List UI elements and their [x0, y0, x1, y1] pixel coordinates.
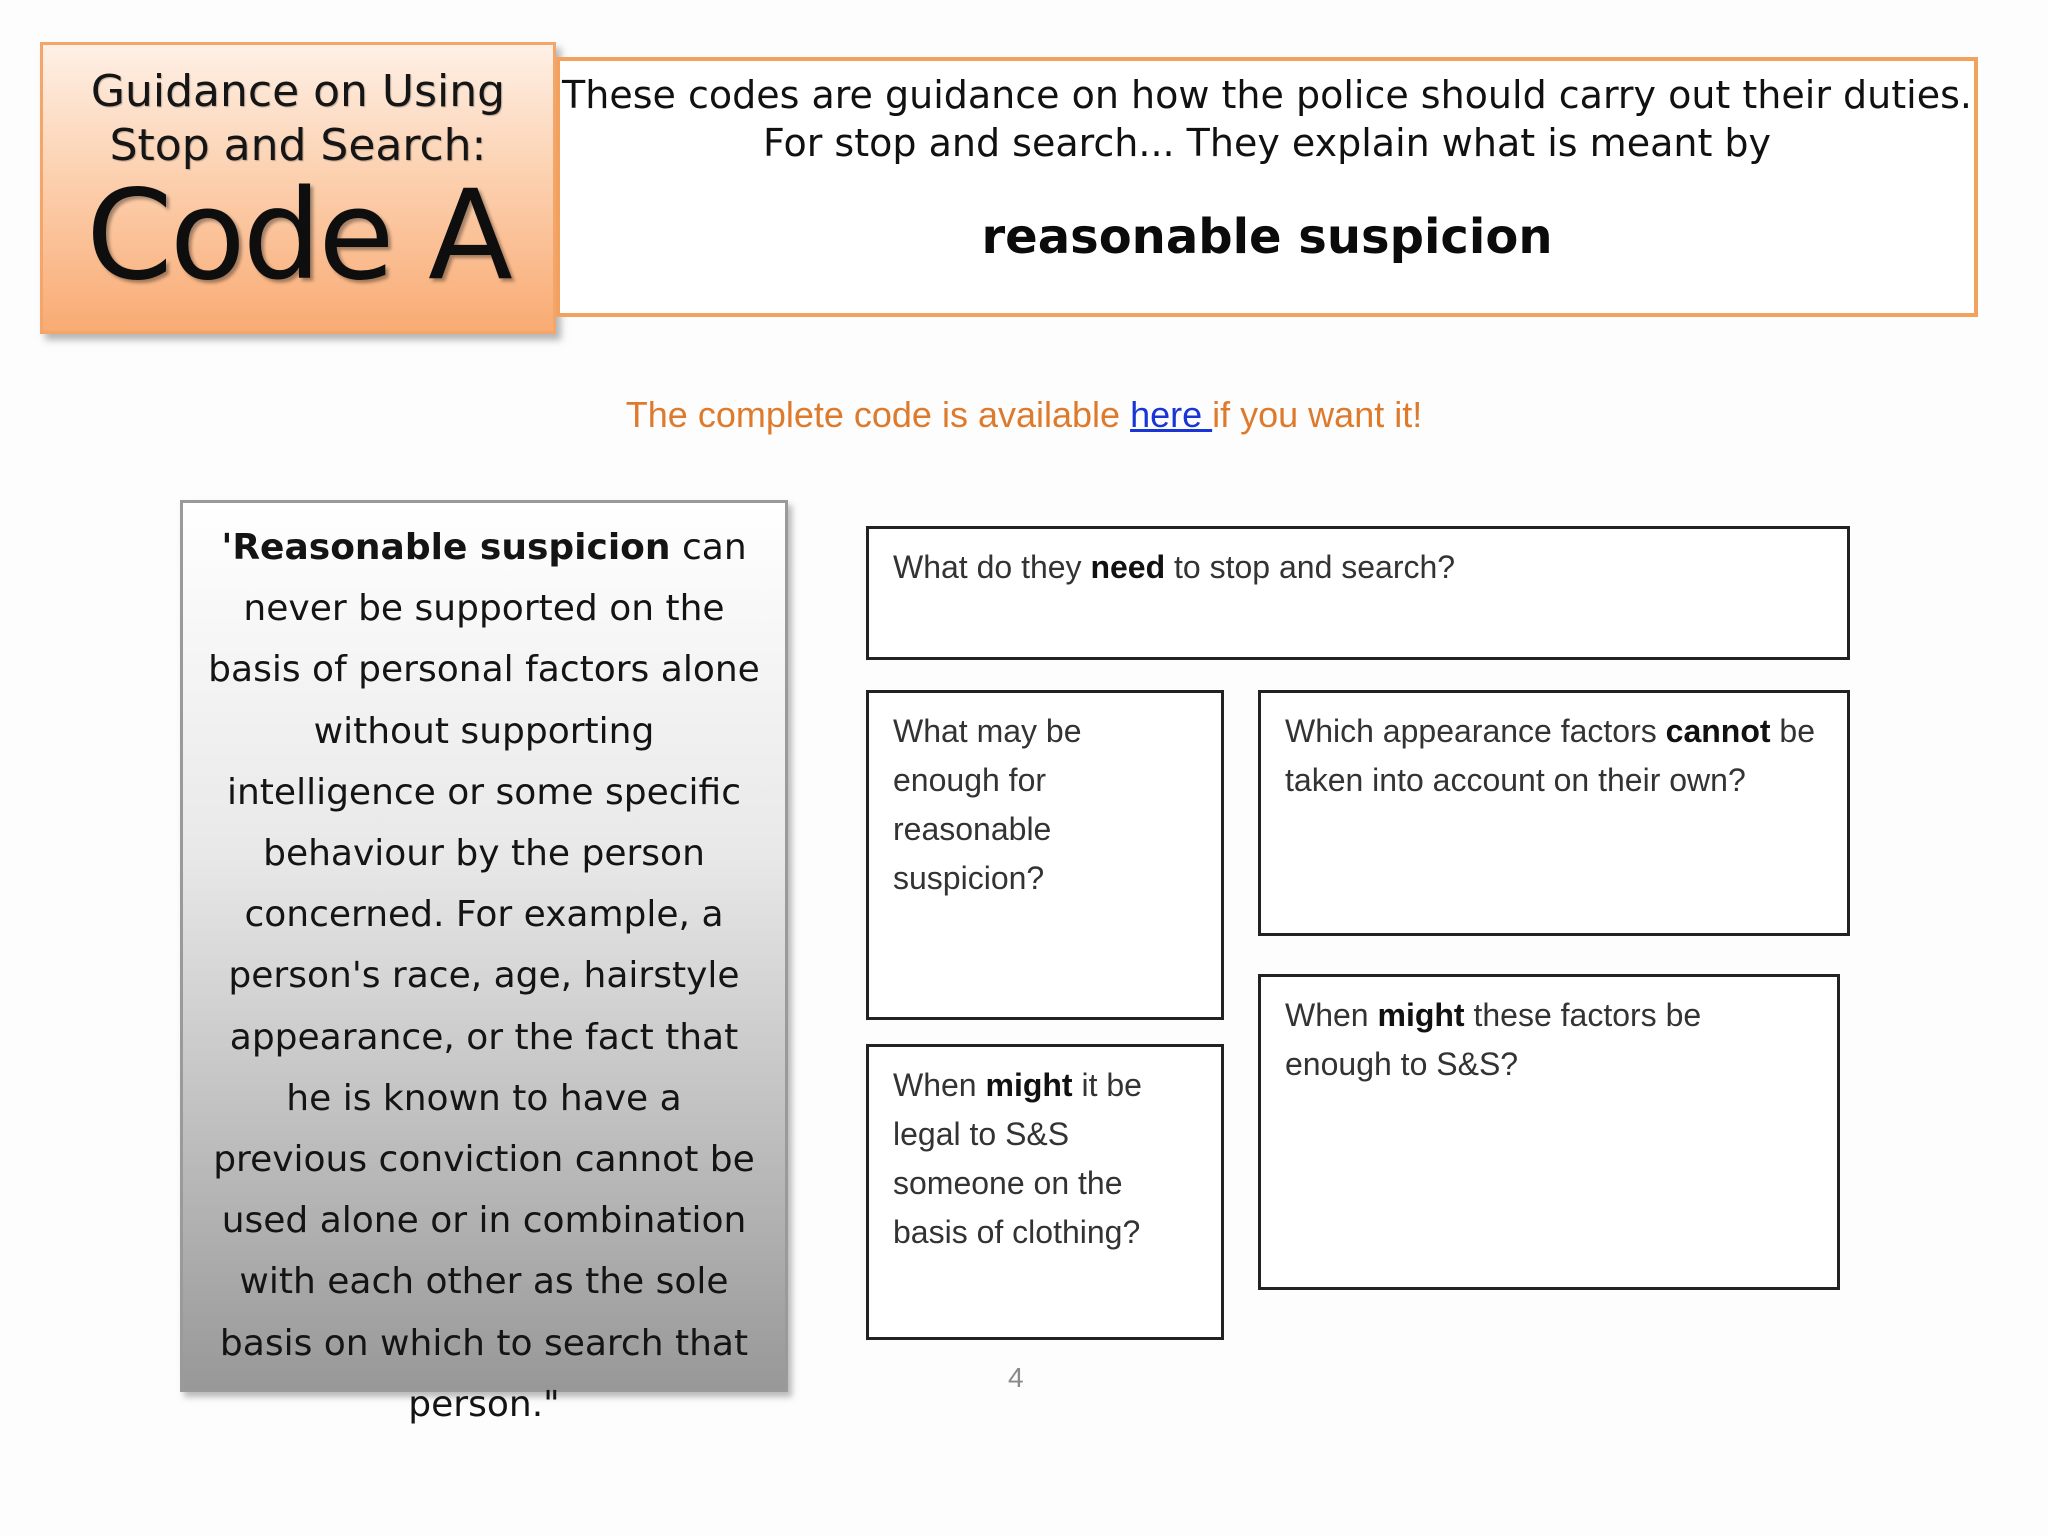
intro-line-2: For stop and search... They explain what is meant by — [762, 121, 1772, 165]
question-box-need[interactable] — [866, 526, 1850, 660]
question-factors-pre: When — [1285, 997, 1378, 1033]
title-line-2: Stop and Search: — [109, 120, 487, 171]
page-number: 4 — [1008, 1362, 1024, 1393]
intro-line-1: These codes are guidance on how the police should carry out their duties. — [562, 73, 1972, 117]
link-line-before: The complete code is available — [625, 394, 1131, 435]
here-link[interactable]: here — [1130, 394, 1213, 435]
intro-term: reasonable suspicion — [981, 209, 1553, 265]
quote-text — [207, 517, 761, 1435]
link-line-after: if you want it! — [1212, 394, 1423, 435]
quote-box — [180, 500, 788, 1425]
question-need-pre: What do they — [893, 549, 1091, 585]
question-appearance-bold: cannot — [1665, 713, 1771, 749]
question-need-bold: need — [1090, 549, 1166, 585]
question-box-factors[interactable] — [1258, 974, 1840, 1290]
question-appearance-pre: Which appearance factors — [1285, 713, 1666, 749]
question-clothing-post: it be legal to S&S someone on the basis of clothing? — [893, 1067, 1142, 1250]
question-box-enough[interactable] — [866, 690, 1224, 1020]
question-clothing-bold: might — [985, 1067, 1073, 1103]
quote-body: can never be supported on the basis of personal factors alone without supporting intelligence or some specific behaviour by the person concerned. For example, a person's race, age, hairstyle appearance, or the fact that he is known to have a previous conviction cannot be used alone or in combination with each other as the sole basis on which to search that person." — [208, 527, 760, 1425]
intro-text — [560, 71, 1974, 167]
question-box-clothing[interactable] — [866, 1044, 1224, 1340]
intro-box — [556, 57, 1978, 317]
question-need-post: to stop and search? — [1165, 549, 1456, 585]
title-line-1: Guidance on Using — [90, 66, 506, 117]
question-enough-text: What may be enough for reasonable suspicion? — [893, 713, 1082, 896]
code-link-line — [0, 394, 2048, 436]
question-factors-post: these factors be enough to S&S? — [1285, 997, 1702, 1082]
question-box-appearance[interactable] — [1258, 690, 1850, 936]
title-code-a: Code A — [86, 164, 510, 308]
quote-bold-term: 'Reasonable suspicion — [221, 527, 671, 568]
question-factors-bold: might — [1377, 997, 1465, 1033]
question-clothing-pre: When — [893, 1067, 986, 1103]
title-box — [40, 42, 556, 334]
question-appearance-post: be taken into account on their own? — [1285, 713, 1816, 798]
